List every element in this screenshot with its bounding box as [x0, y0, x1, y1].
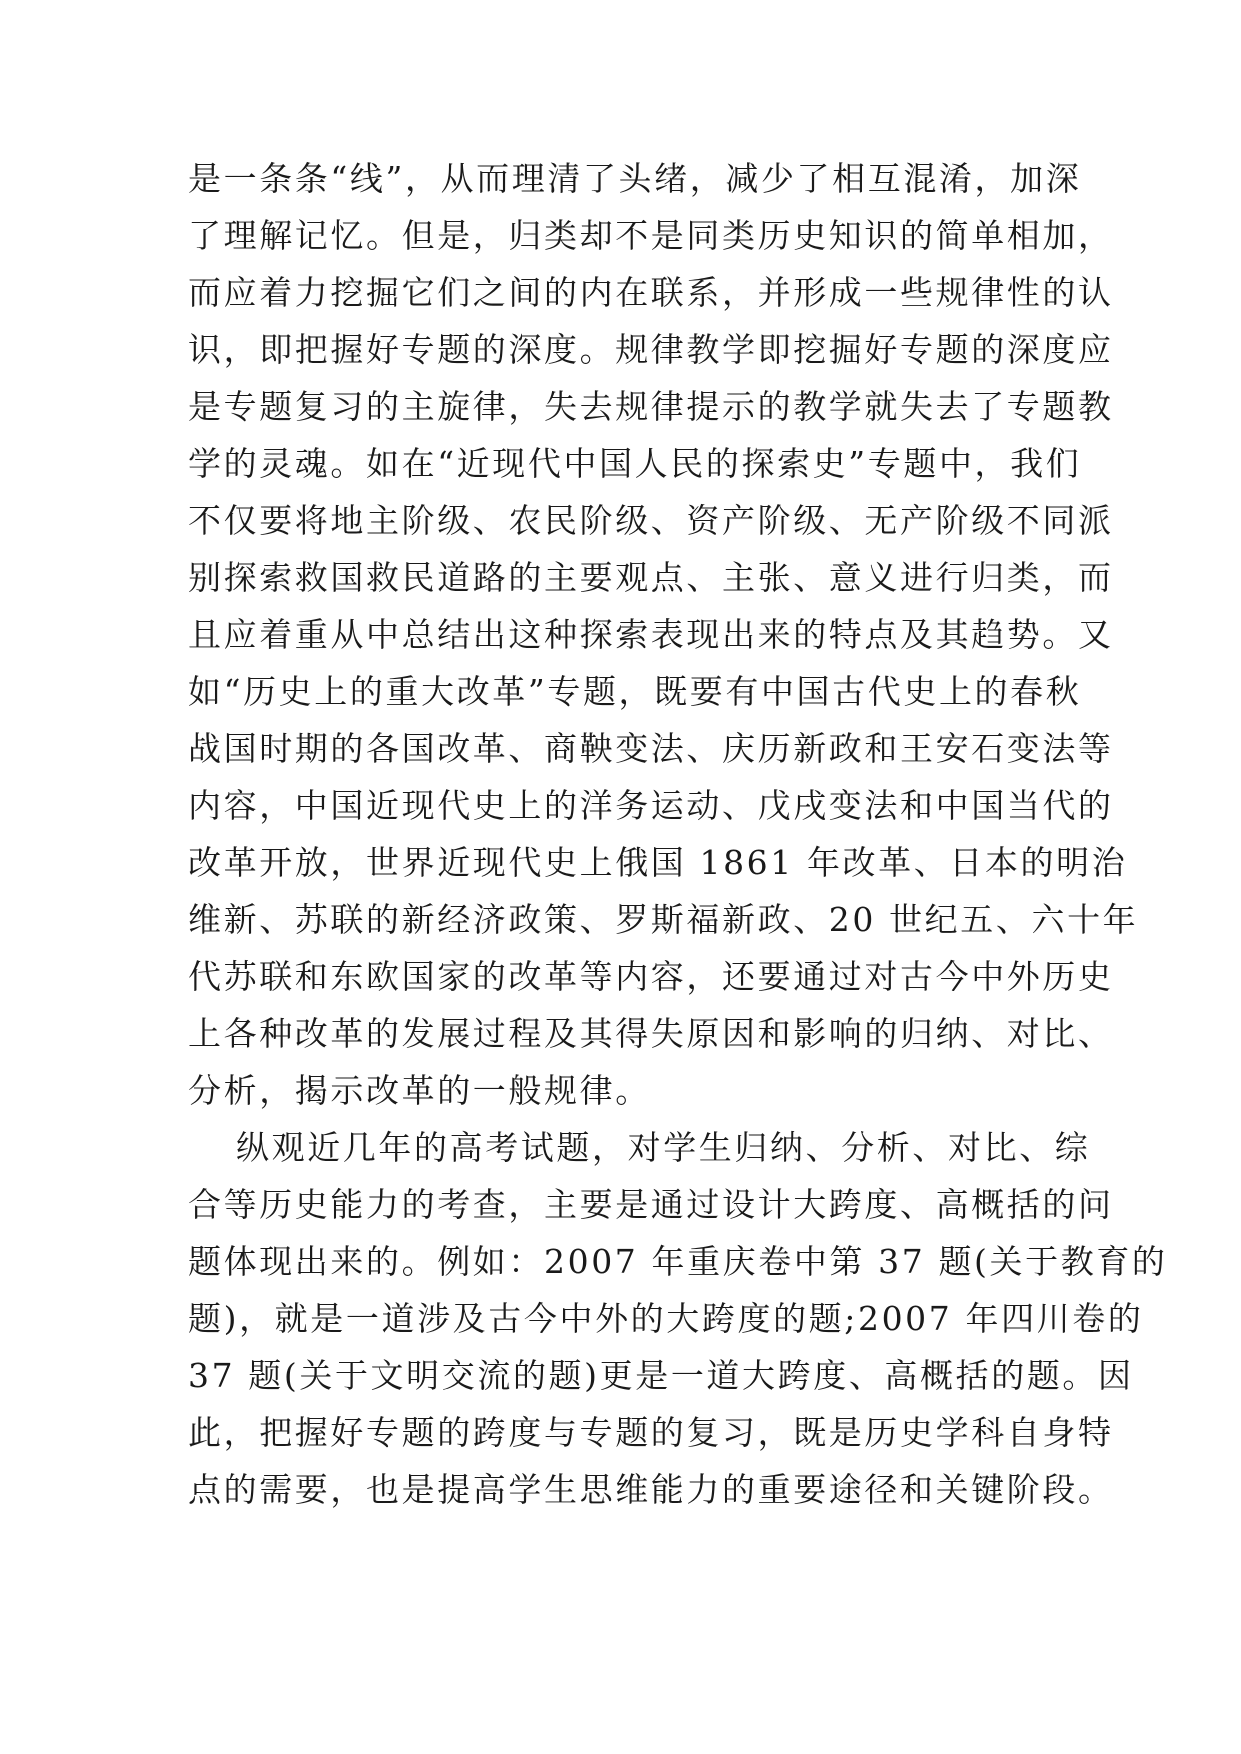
text-line: 别探索救国救民道路的主要观点、主张、意义进行归类，而 [188, 558, 1114, 597]
paragraph-first-line: 纵观近几年的高考试题，对学生归纳、分析、对比、综 [236, 1128, 1091, 1167]
text-line: 此，把握好专题的跨度与专题的复习，既是历史学科自身特 [188, 1413, 1114, 1452]
text-line: 了理解记忆。但是，归类却不是同类历史知识的简单相加， [188, 216, 1114, 255]
text-line: 合等历史能力的考查，主要是通过设计大跨度、高概括的问 [188, 1185, 1114, 1224]
text-line: 题体现出来的。例如：2007 年重庆卷中第 37 题(关于教育的 [188, 1242, 1168, 1281]
text-line: 分析，揭示改革的一般规律。 [188, 1071, 651, 1110]
text-line: 识，即把握好专题的深度。规律教学即挖掘好专题的深度应 [188, 330, 1114, 369]
text-line: 是一条条“线”，从而理清了头绪，减少了相互混淆，加深 [188, 159, 1082, 198]
text-line: 是专题复习的主旋律，失去规律提示的教学就失去了专题教 [188, 387, 1114, 426]
text-line: 改革开放，世界近现代史上俄国 1861 年改革、日本的明治 [188, 843, 1128, 882]
text-line: 37 题(关于文明交流的题)更是一道大跨度、高概括的题。因 [188, 1356, 1134, 1395]
text-line: 上各种改革的发展过程及其得失原因和影响的归纳、对比、 [188, 1014, 1114, 1053]
text-line: 学的灵魂。如在“近现代中国人民的探索史”专题中，我们 [188, 444, 1082, 483]
text-line: 而应着力挖掘它们之间的内在联系，并形成一些规律性的认 [188, 273, 1114, 312]
text-line: 如“历史上的重大改革”专题，既要有中国古代史上的春秋 [188, 672, 1082, 711]
text-line: 且应着重从中总结出这种探索表现出来的特点及其趋势。又 [188, 615, 1114, 654]
text-line: 战国时期的各国改革、商鞅变法、庆历新政和王安石变法等 [188, 729, 1114, 768]
text-line: 内容，中国近现代史上的洋务运动、戊戌变法和中国当代的 [188, 786, 1114, 825]
text-line: 题)，就是一道涉及古今中外的大跨度的题;2007 年四川卷的 [188, 1299, 1144, 1338]
text-line: 不仅要将地主阶级、农民阶级、资产阶级、无产阶级不同派 [188, 501, 1114, 540]
text-line: 维新、苏联的新经济政策、罗斯福新政、20 世纪五、六十年 [188, 900, 1139, 939]
text-line: 代苏联和东欧国家的改革等内容，还要通过对古今中外历史 [188, 957, 1114, 996]
text-line: 点的需要，也是提高学生思维能力的重要途径和关键阶段。 [188, 1470, 1114, 1509]
